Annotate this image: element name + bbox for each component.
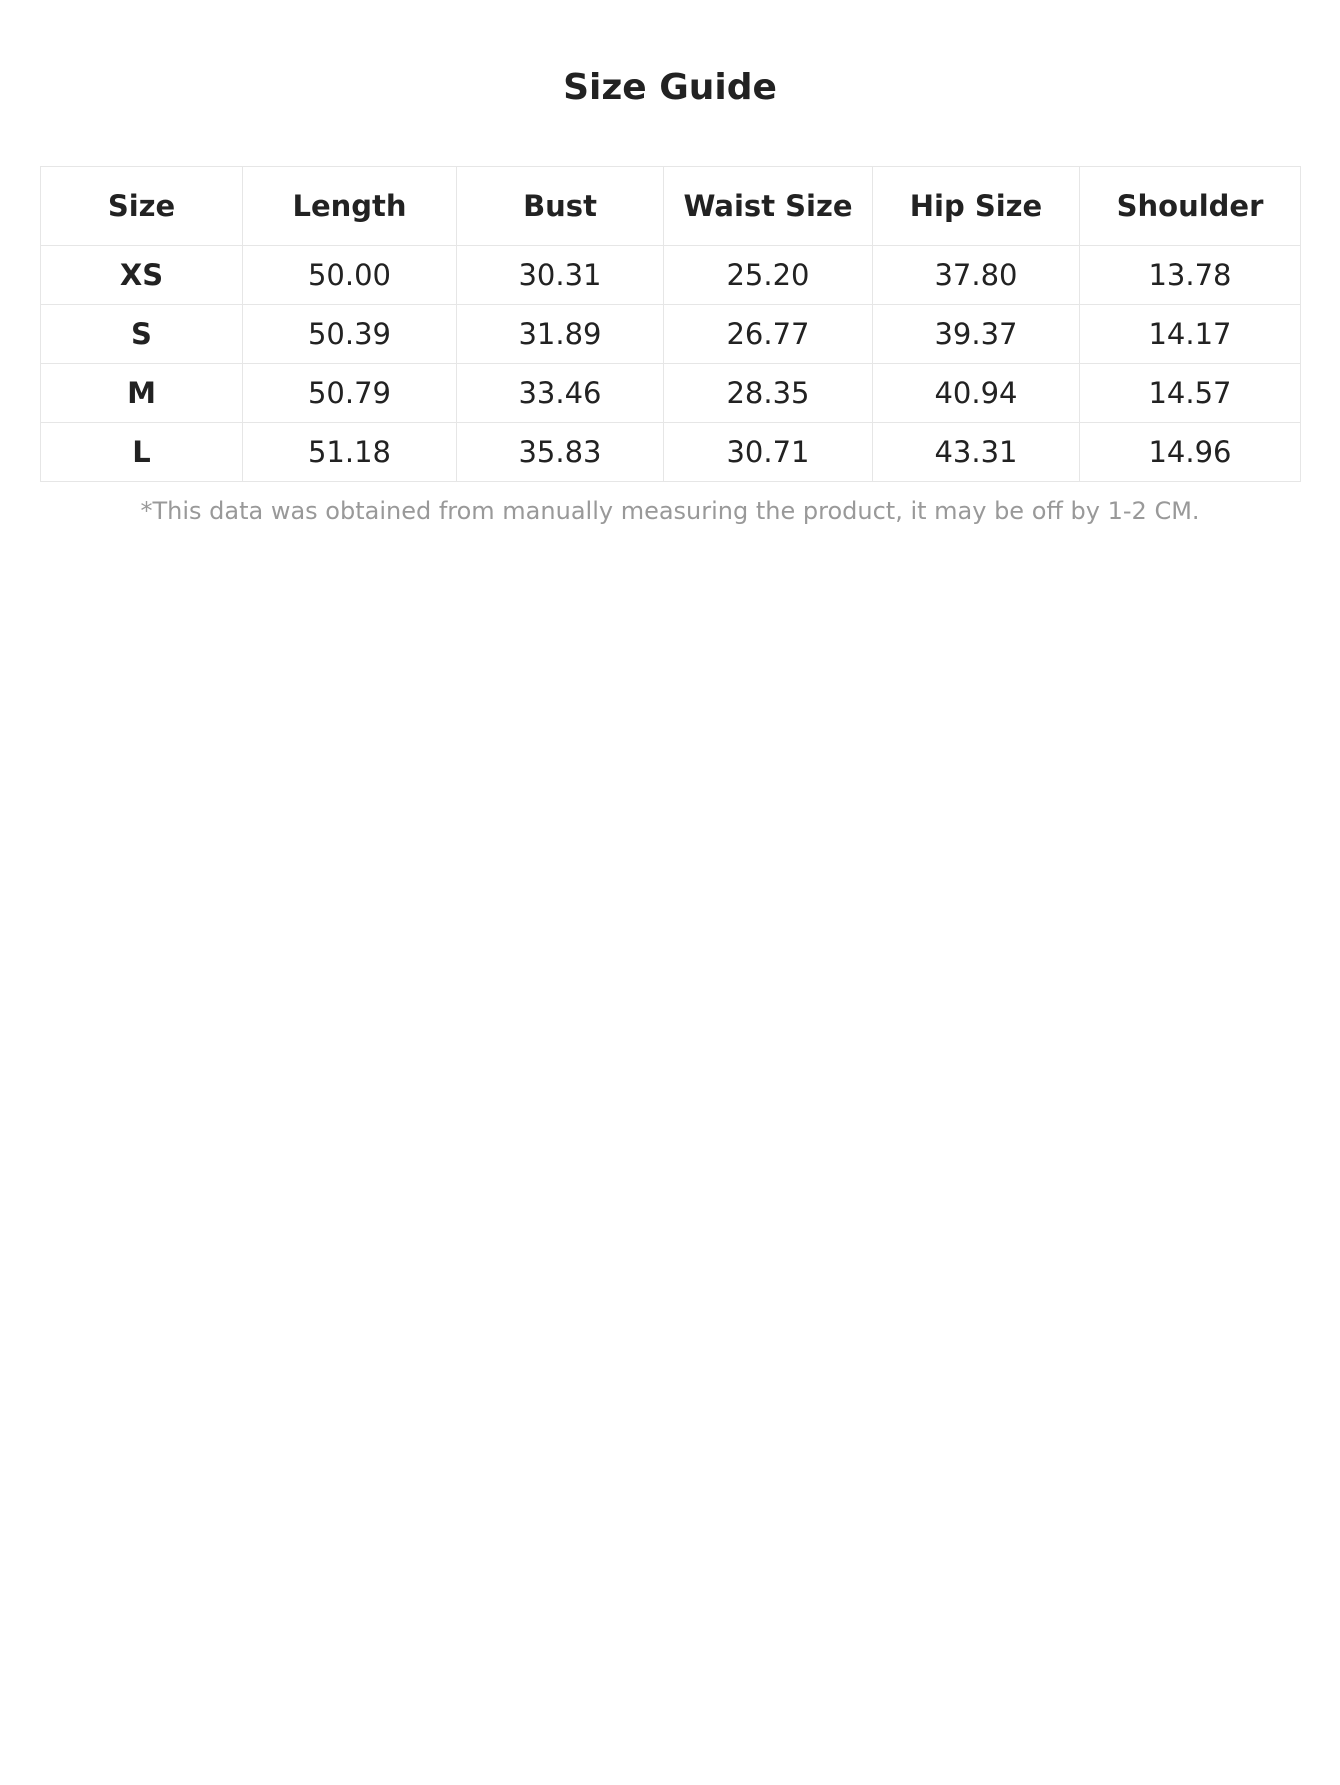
header-bust: Bust <box>457 167 664 246</box>
bust-cell: 31.89 <box>457 305 664 364</box>
bust-cell: 30.31 <box>457 246 664 305</box>
size-cell: XS <box>41 246 243 305</box>
table-row <box>41 246 1301 305</box>
size-cell: L <box>41 423 243 482</box>
shoulder-cell: 14.96 <box>1080 423 1301 482</box>
bust-cell: 33.46 <box>457 364 664 423</box>
table-row <box>41 305 1301 364</box>
waist-size-cell: 28.35 <box>664 364 873 423</box>
size-cell: M <box>41 364 243 423</box>
size-cell: S <box>41 305 243 364</box>
bust-cell: 35.83 <box>457 423 664 482</box>
page-title: Size Guide <box>563 67 777 108</box>
length-cell: 51.18 <box>243 423 457 482</box>
table-header <box>41 167 1301 246</box>
table-body <box>41 246 1301 482</box>
shoulder-cell: 14.57 <box>1080 364 1301 423</box>
header-size: Size <box>41 167 243 246</box>
header-row <box>41 167 1301 246</box>
waist-size-cell: 30.71 <box>664 423 873 482</box>
header-length: Length <box>243 167 457 246</box>
shoulder-cell: 14.17 <box>1080 305 1301 364</box>
header-waist-size: Waist Size <box>664 167 873 246</box>
header-shoulder: Shoulder <box>1080 167 1301 246</box>
shoulder-cell: 13.78 <box>1080 246 1301 305</box>
length-cell: 50.00 <box>243 246 457 305</box>
hip-size-cell: 40.94 <box>873 364 1080 423</box>
table-row <box>41 364 1301 423</box>
length-cell: 50.79 <box>243 364 457 423</box>
hip-size-cell: 43.31 <box>873 423 1080 482</box>
measurement-note: *This data was obtained from manually measuring the product, it may be off by 1-2 CM. <box>140 497 1200 525</box>
table-row <box>41 423 1301 482</box>
hip-size-cell: 37.80 <box>873 246 1080 305</box>
waist-size-cell: 26.77 <box>664 305 873 364</box>
size-table <box>40 166 1301 482</box>
hip-size-cell: 39.37 <box>873 305 1080 364</box>
length-cell: 50.39 <box>243 305 457 364</box>
waist-size-cell: 25.20 <box>664 246 873 305</box>
header-hip-size: Hip Size <box>873 167 1080 246</box>
